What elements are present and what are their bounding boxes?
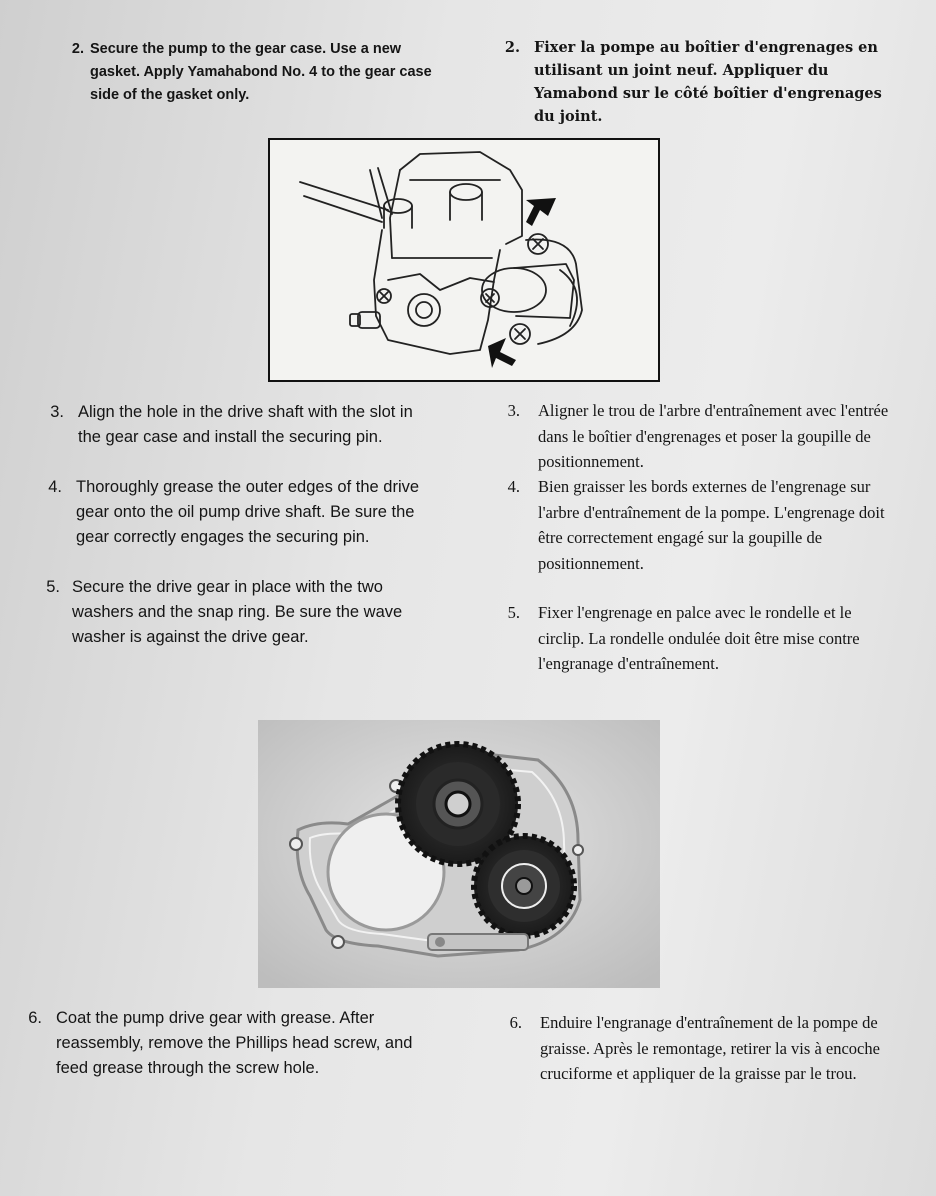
en-step-6-text: Coat the pump drive gear with grease. After reassembly, remove the Phillips head screw, and feed grease through the screw hole. xyxy=(56,1009,413,1077)
pump-assembly-illustration xyxy=(268,138,660,382)
en-step-4 xyxy=(38,475,432,550)
en-step-5-number: 5. xyxy=(46,578,60,596)
en-step-4-text: Thoroughly grease the outer edges of the drive gear onto the oil pump drive shaft. Be sure the gear correctly engages the securing pin. xyxy=(76,478,420,546)
fr-step-5-number: 5. xyxy=(507,603,520,622)
en-step-2-number: 2. xyxy=(71,41,84,57)
fr-step-4-number: 4. xyxy=(507,477,520,496)
fr-step-4-text: Bien graisser les bords externes de l'engrenage sur l'arbre d'entraînement de la pompe. L'engrenage doit être correctement engagé sur la goupille de positionnement. xyxy=(538,477,885,573)
fr-step-3 xyxy=(498,398,898,475)
pump-gear xyxy=(474,836,574,936)
en-step-2 xyxy=(58,38,438,107)
fr-step-4 xyxy=(498,474,898,576)
fr-step-5-text: Fixer l'engrenage en palce avec le rondelle et le circlip. La rondelle ondulée doit être mise contre l'engranage d'entraînement. xyxy=(538,603,860,673)
pump-line-drawing xyxy=(270,140,658,380)
fr-step-2-text: Fixer la pompe au boîtier d'engrenages en utilisant un joint neuf. Appliquer du Yamabond sur le côté boîtier d'engrenages du joint. xyxy=(534,39,882,125)
arrow-icon xyxy=(526,198,556,226)
en-step-6 xyxy=(20,1006,432,1081)
fr-step-3-number: 3. xyxy=(507,401,520,420)
en-step-3-number: 3. xyxy=(50,403,64,421)
fr-step-2-number: 2. xyxy=(504,39,520,56)
fr-step-6 xyxy=(500,1010,916,1087)
drive-gear-photo xyxy=(258,720,660,988)
fr-step-3-text: Aligner le trou de l'arbre d'entraînement avec l'entrée dans le boîtier d'engrenages et poser la goupille de positionnement. xyxy=(538,401,889,471)
en-step-6-number: 6. xyxy=(28,1009,42,1027)
en-step-5-text: Secure the drive gear in place with the two washers and the snap ring. Be sure the wave washer is against the drive gear. xyxy=(72,578,403,646)
arrow-icon xyxy=(488,338,516,368)
fr-step-6-number: 6. xyxy=(509,1013,522,1032)
en-step-2-text: Secure the pump to the gear case. Use a new gasket. Apply Yamahabond No. 4 to the gear case side of the gasket only. xyxy=(90,41,432,103)
en-step-4-number: 4. xyxy=(48,478,62,496)
gear-case-photo-drawing xyxy=(258,720,660,988)
en-step-3-text: Align the hole in the drive shaft with the slot in the gear case and install the securing pin. xyxy=(78,403,413,446)
fr-step-6-text: Enduire l'engranage d'entraînement de la pompe de graisse. Après le remontage, retirer la vis à encoche cruciforme et appliquer de la graisse par le trou. xyxy=(540,1013,880,1083)
en-step-3 xyxy=(40,400,432,450)
fr-step-5 xyxy=(498,600,898,677)
en-step-5 xyxy=(36,575,432,650)
fr-step-2 xyxy=(498,36,888,128)
